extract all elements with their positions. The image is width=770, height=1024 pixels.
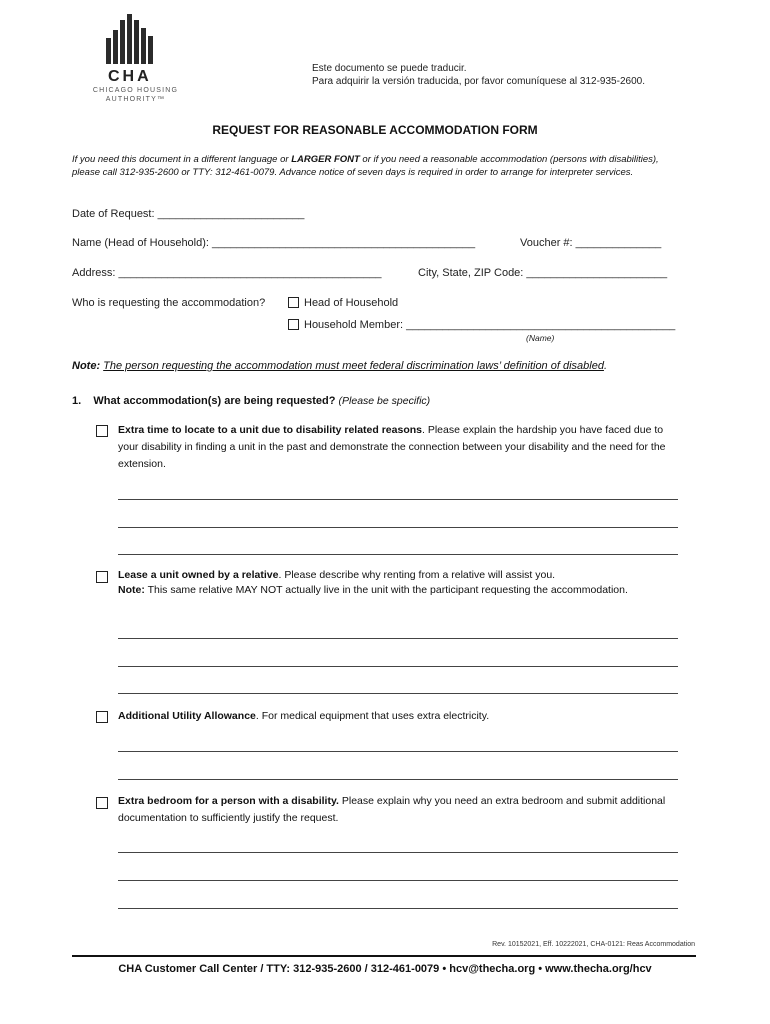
answer-line[interactable]: [118, 693, 678, 694]
voucher-number-field[interactable]: Voucher #: ______________: [520, 237, 662, 249]
logo-wordmark: CHA: [108, 68, 152, 85]
lease-relative-checkbox[interactable]: [96, 571, 108, 583]
extra-bedroom-checkbox[interactable]: [96, 797, 108, 809]
translation-notice: [312, 62, 645, 88]
answer-line[interactable]: [118, 527, 678, 528]
extra-time-option: Extra time to locate to a unit due to disability related reasons. Please explain the hardship you have faced due to your disability in finding a unit in the past and demonstrate the connection between your disability and the need for the extension.: [118, 424, 666, 470]
date-of-request-field[interactable]: Date of Request: ________________________: [72, 208, 305, 220]
head-of-household-label: Head of Household: [304, 297, 399, 309]
revision-info: Rev. 10152021, Eff. 10222021, CHA-0121: Reas Accommodation: [492, 941, 695, 948]
answer-line[interactable]: [118, 779, 678, 780]
cha-logo-mark: [106, 14, 162, 64]
answer-line[interactable]: [118, 666, 678, 667]
utility-allowance-checkbox[interactable]: [96, 711, 108, 723]
household-member-field[interactable]: Household Member: ____________________________________________: [304, 319, 676, 331]
intro-paragraph: If you need this document in a different language or LARGER FONT or if you need a reasonable accommodation (persons with disabilities), please call 312-935-2600 or TTY: 312-461-0079. Advance notice of seven days is required in order to arrange for interpreter services.: [72, 154, 659, 178]
form-title: REQUEST FOR REASONABLE ACCOMMODATION FORM: [212, 123, 538, 137]
cha-logo: [92, 14, 180, 104]
name-caption: (Name): [526, 333, 555, 343]
address-field[interactable]: Address: ___________________________________________: [72, 267, 382, 279]
head-of-household-name-field[interactable]: Name (Head of Household): ___________________________________________: [72, 237, 476, 249]
disability-note: Note: The person requesting the accommodation must meet federal discrimination laws’ definition of disabled.: [72, 360, 608, 372]
utility-allowance-option: Additional Utility Allowance. For medical equipment that uses extra electricity.: [118, 710, 490, 722]
translation-line-2: Para adquirir la versión traducida, por favor comuníquese al 312-935-2600.: [312, 76, 645, 87]
footer-divider: [72, 955, 696, 957]
answer-line[interactable]: [118, 499, 678, 500]
who-requesting-label: Who is requesting the accommodation?: [72, 297, 266, 309]
lease-relative-option: Lease a unit owned by a relative. Please describe why renting from a relative will assist you. Note: This same relative MAY NOT actually live in the unit with the participant requesting the accommodation.: [118, 569, 628, 596]
answer-line[interactable]: [118, 908, 678, 909]
answer-line[interactable]: [118, 638, 678, 639]
answer-line[interactable]: [118, 751, 678, 752]
footer-contact: CHA Customer Call Center / TTY: 312-935-2600 / 312-461-0079 • hcv@thecha.org • www.thecha.org/hcv: [118, 963, 652, 975]
extra-bedroom-option: Extra bedroom for a person with a disability. Please explain why you need an extra bedroom and submit additional documentation to sufficiently justify the request.: [118, 795, 666, 824]
answer-line[interactable]: [118, 880, 678, 881]
logo-subtitle: CHICAGO HOUSING AUTHORITY™: [92, 87, 179, 103]
household-member-checkbox[interactable]: [288, 319, 299, 330]
answer-line[interactable]: [118, 554, 678, 555]
extra-time-checkbox[interactable]: [96, 425, 108, 437]
translation-line-1: Este documento se puede traducir.: [312, 63, 467, 74]
head-of-household-checkbox[interactable]: [288, 297, 299, 308]
question-1: 1. What accommodation(s) are being requested? (Please be specific): [72, 395, 431, 407]
city-state-zip-field[interactable]: City, State, ZIP Code: _______________________: [418, 267, 668, 279]
answer-line[interactable]: [118, 852, 678, 853]
